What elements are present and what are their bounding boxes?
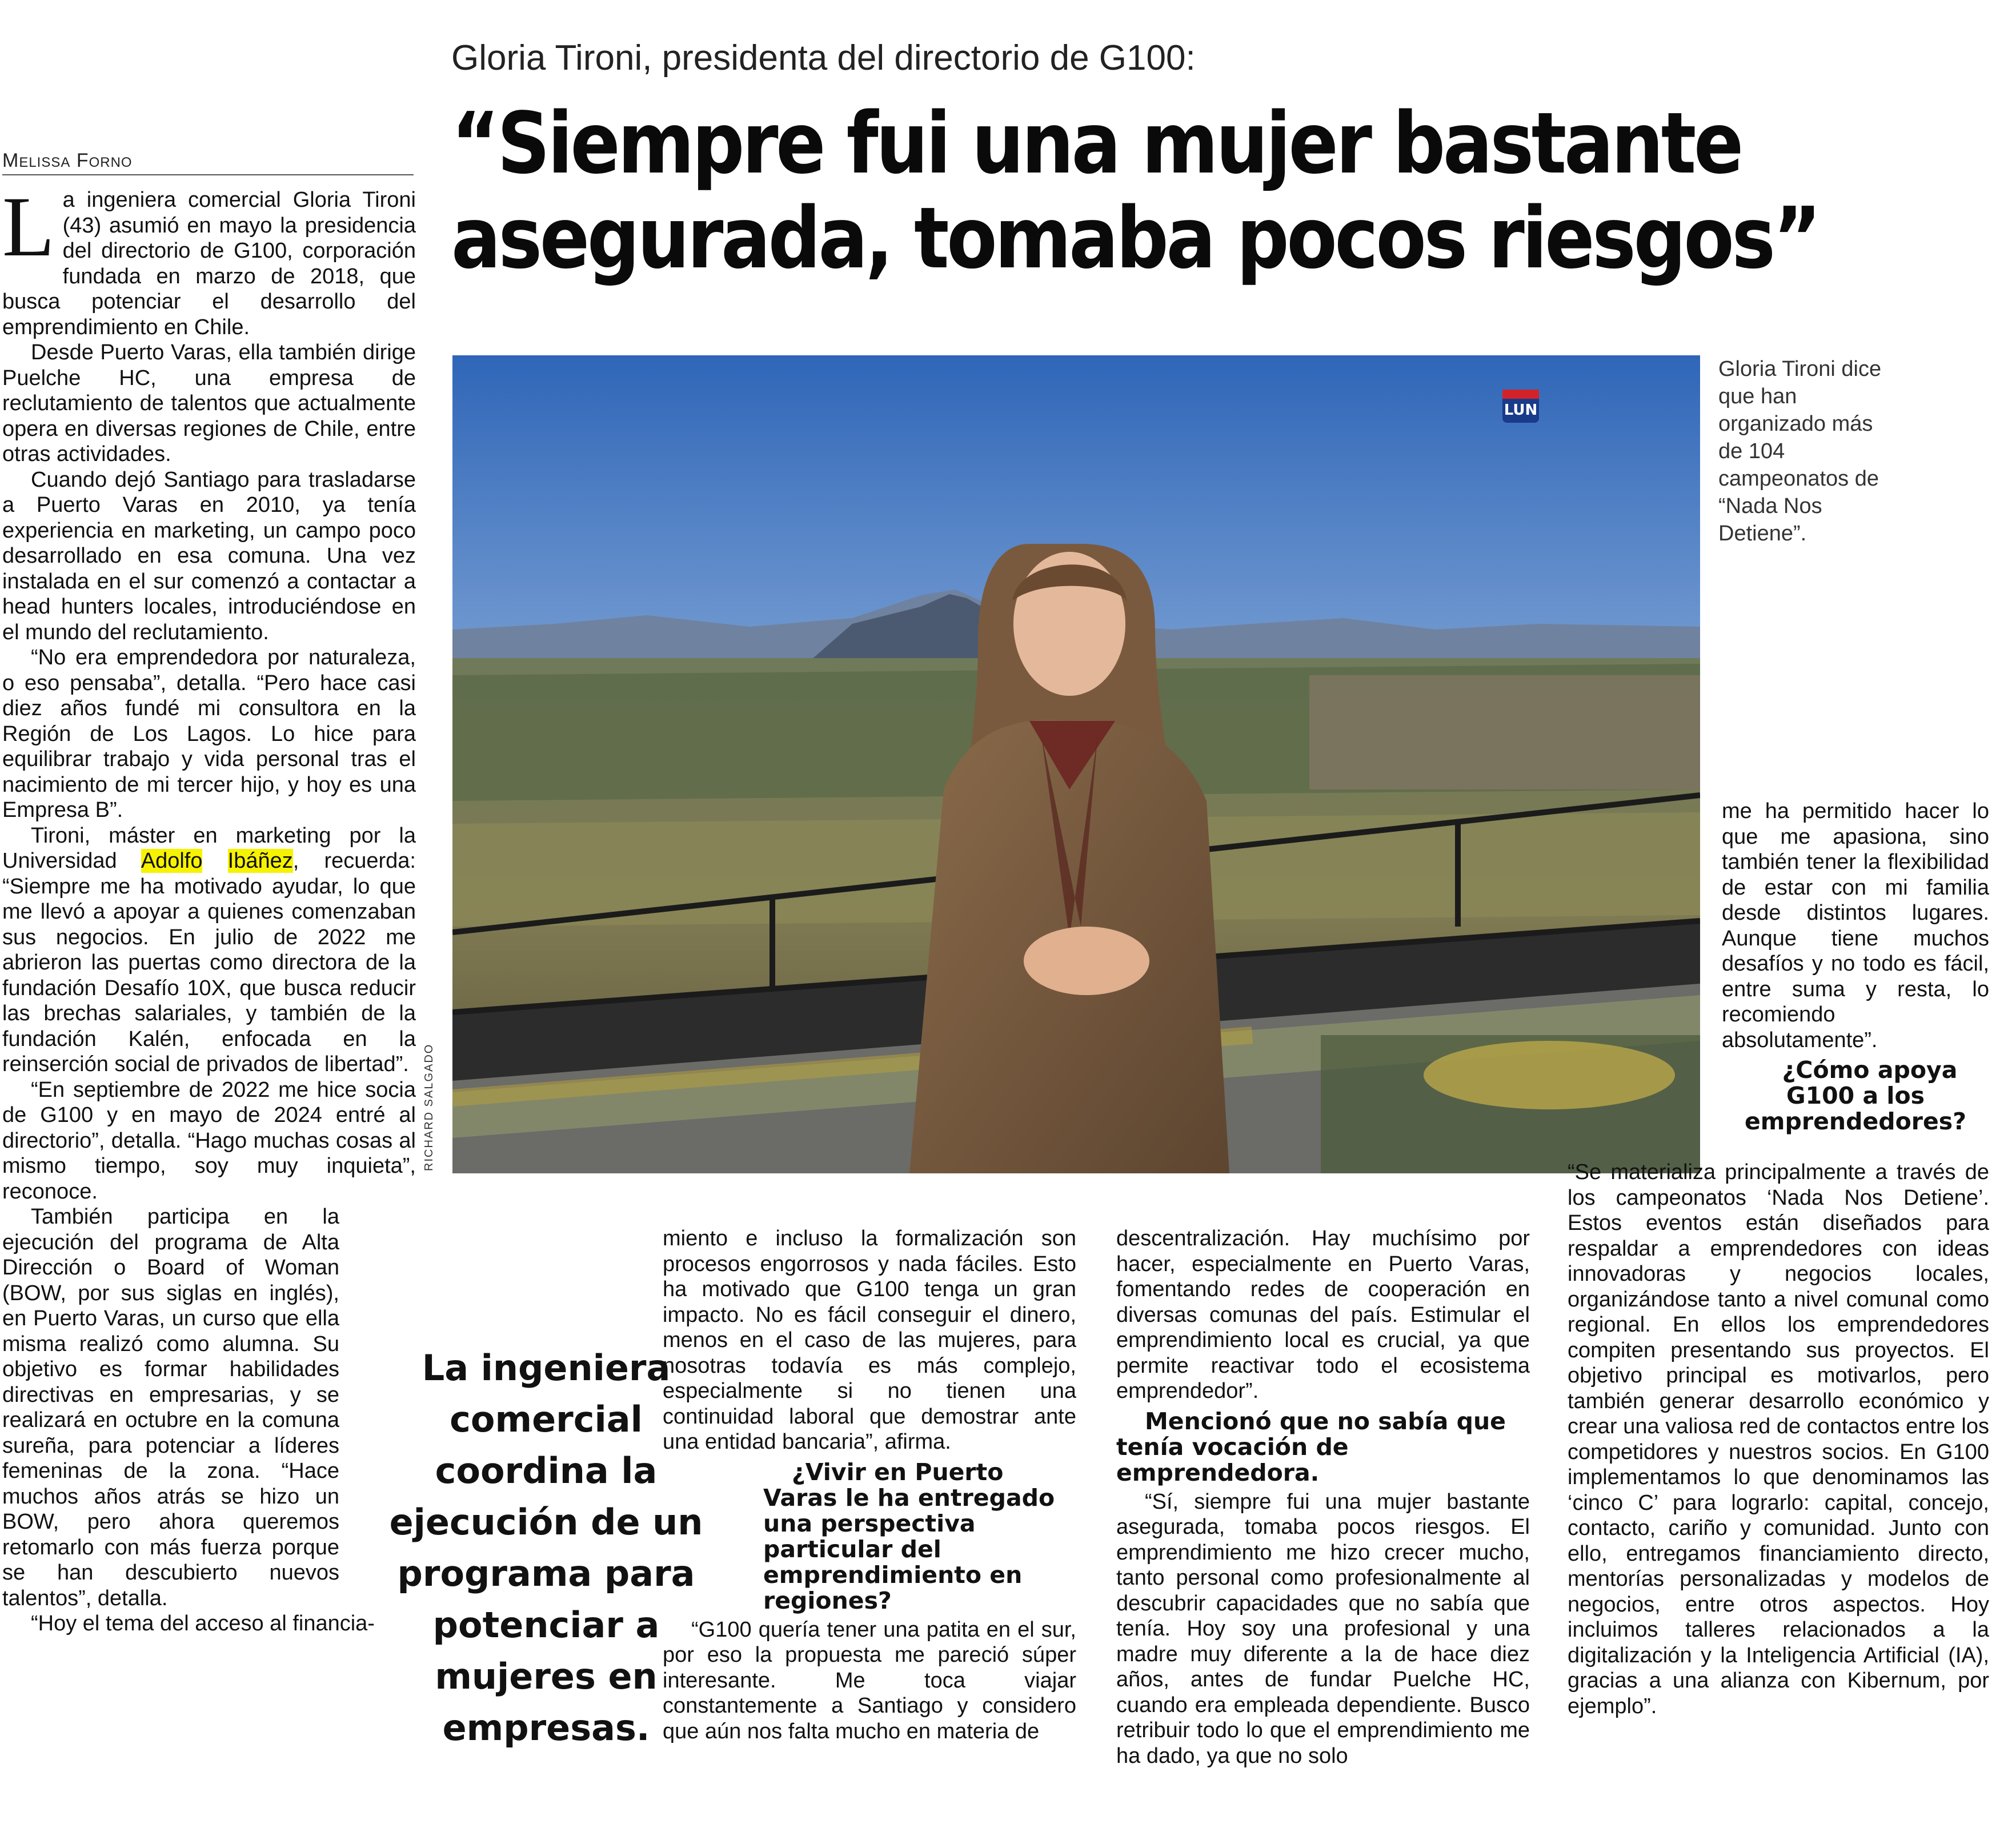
highlighted-text: Ibáñez <box>227 849 293 873</box>
paragraph: “No era emprendedora por naturaleza, o eso pensaba”, detalla. “Pero hace casi diez años fundé mi consultora en la Región de Los Lagos. Lo hice para equilibrar trabajo y vida personal tras el nacimiento de mi tercer hijo, y hoy es una Empresa B”. <box>2 646 416 822</box>
paragraph: Tironi, máster en marketing por la Universidad Adolfo Ibáñez, recuerda: “Siempre me ha motivado ayudar, lo que me llevó a apoyar a quienes comenzaban sus negocios. En julio de 2022 me abrieron las puertas como directora de la fundación Desafío 10X, que busca reducir las brechas salariales, y también de la fundación Kalén, enfocada en la reinserción social de privados de libertad”. <box>2 823 416 1076</box>
headline-line-1: “Siempre fui una mujer bastante <box>451 94 1741 193</box>
lun-logo-text: LUN <box>1504 402 1538 419</box>
paragraph: Desde Puerto Varas, ella también dirige Puelche HC, una empresa de reclutamiento de talentos que actualmente opera en diversas regiones de Chile, entre otras actividades. <box>2 340 416 466</box>
photo-credit: RICHARD SALGADO <box>423 1043 435 1171</box>
question-heading: ¿Vivir en Puerto Varas le ha entregado una perspectiva particular del emprendimiento en regiones? <box>763 1458 1055 1614</box>
paragraph: “Hoy el tema del acceso al financia- <box>31 1612 375 1635</box>
photo-caption: Gloria Tironi dice que han organizado más de 104 campeonatos de “Nada Nos Detiene”. <box>1718 357 1882 546</box>
column-1 <box>2 179 416 1637</box>
byline: Melissa Forno <box>2 150 414 175</box>
paragraph: Cuando dejó Santiago para trasladarse a Puerto Varas en 2010, ya tenía experiencia en marketing, un campo poco desarrollado en esa comuna. Una vez instalada en el sur comenzó a contactar a head hunters locales, introduciéndose en el mundo del reclutamiento. <box>2 467 416 644</box>
highlighted-text: Adolfo <box>141 849 203 873</box>
paragraph: También participa en la ejecución del programa de Alta Dirección o Board of Woman (BOW, por sus siglas en inglés), en Puerto Varas, un curso que ella misma realizó como alumna. Su objetivo es formar habilidades directivas en empresarias, y se realizará en octubre en la comuna sureña, para potenciar a líderes femeninas de la zona. “Hace muchos años atrás se hizo un BOW, pero ahora queremos retomarlo con más fuerza porque se han descubierto nuevos talentos”, detalla. <box>2 1205 339 1610</box>
column-1-narrow <box>2 1204 339 1611</box>
paragraph: “Se materializa principalmente a través de los campeonatos ‘Nada Nos Detiene’. Estos eventos están diseñados para respaldar a emprendedores con ideas innovadoras y negocios locales, organizándose tanto a nivel comunal como regional. En ellos los emprendedores compiten presentando sus proyectos. El objetivo principal es motivarlos, pero también generar desarrollo económico y crear una valiosa red de contactos entre los competidores y nuestros socios. En G100 implementamos lo que denominamos las ‘cinco C’ para lograrlo: capital, concejo, contacto, cariño y comunidad. Junto con ello, entregamos financiamiento directo, mentorías personalizadas y modelos de negocios, entre otros aspectos. Hoy incluimos talleres relacionados a la digitalización y la Inteligencia Artificial (IA), gracias a una alianza con Kibernum, por ejemplo”. <box>1568 1160 1989 1718</box>
paragraph: miento e incluso la formalización son procesos engorrosos y nada fáciles. Esto ha motivado que G100 tenga un gran impacto. No es fácil conseguir el dinero, menos en el caso de las mujeres, para nosotras todavía es más complejo, especialmente si no tienen una continuidad laboral que demostrar ante una entidad bancaria”, afirma. <box>663 1226 1076 1454</box>
paragraph: me ha permitido hacer lo que me apasiona, sino también tener la flexibilidad de estar con mi familia desde distintos lugares. Aunque tiene muchos desafíos y no todo es fácil, entre suma y resta, lo recomiendo absolutamente”. <box>1722 799 1989 1052</box>
main-photo <box>452 355 1700 1173</box>
paragraph: La ingeniera comercial Gloria Tironi (43) asumió en mayo la presidencia del directorio de G100, corporación fundada en marzo de 2018, que busca potenciar el desarrollo del emprendimiento en Chile. <box>2 179 416 339</box>
question-heading: Mencionó que no sabía que tenía vocación de emprendedora. <box>1116 1407 1506 1486</box>
paragraph: descentralización. Hay muchísimo por hacer, especialmente en Puerto Varas, fomentando redes de cooperación en diversas comunas del país. Estimular el emprendimiento local es crucial, ya que permite reactivar todo el ecosistema emprendedor”. <box>1116 1226 1530 1403</box>
pull-quote: La ingeniera comercial coordina la ejecución de un programa para potenciar a mujeres en empresas. <box>389 1347 703 1749</box>
headline-line-2: asegurada, tomaba pocos riesgos” <box>451 189 1819 287</box>
headline <box>451 94 1819 287</box>
column-4-lower <box>1568 1160 1989 1719</box>
landscape-photo <box>452 355 1700 1173</box>
paragraph: “G100 quería tener una patita en el sur, por eso la propuesta me pareció súper interesante. Me toca viajar constantemente a Santiago y considero que aún nos falta mucho en materia de <box>663 1617 1076 1743</box>
kicker: Gloria Tironi, presidenta del directorio de G100: <box>451 38 1196 78</box>
paragraph: “En septiembre de 2022 me hice socia de G100 y en mayo de 2024 entré al directorio”, detalla. “Hago muchas cosas al mismo tiempo, soy muy inquieta”, reconoce. <box>2 1077 416 1204</box>
column-3 <box>1116 1226 1530 1769</box>
column-2 <box>663 1226 1076 1744</box>
paragraph: “Sí, siempre fui una mujer bastante asegurada, tomaba pocos riesgos. El emprendimiento me hizo crecer mucho, tanto personal como profesionalmente al descubrir capacidades que no sabía que tenía. Hoy soy una profesional y una madre muy diferente a la de hace diez años, antes de fundar Puelche HC, cuando era empleada dependiente. Busco retribuir todo lo que el emprendimiento me ha dado, ya que no solo <box>1116 1489 1530 1768</box>
drop-cap: L <box>2 179 55 274</box>
column-4 <box>1722 799 1989 1138</box>
question-heading: ¿Cómo apoya G100 a los emprendedores? <box>1745 1056 1966 1135</box>
